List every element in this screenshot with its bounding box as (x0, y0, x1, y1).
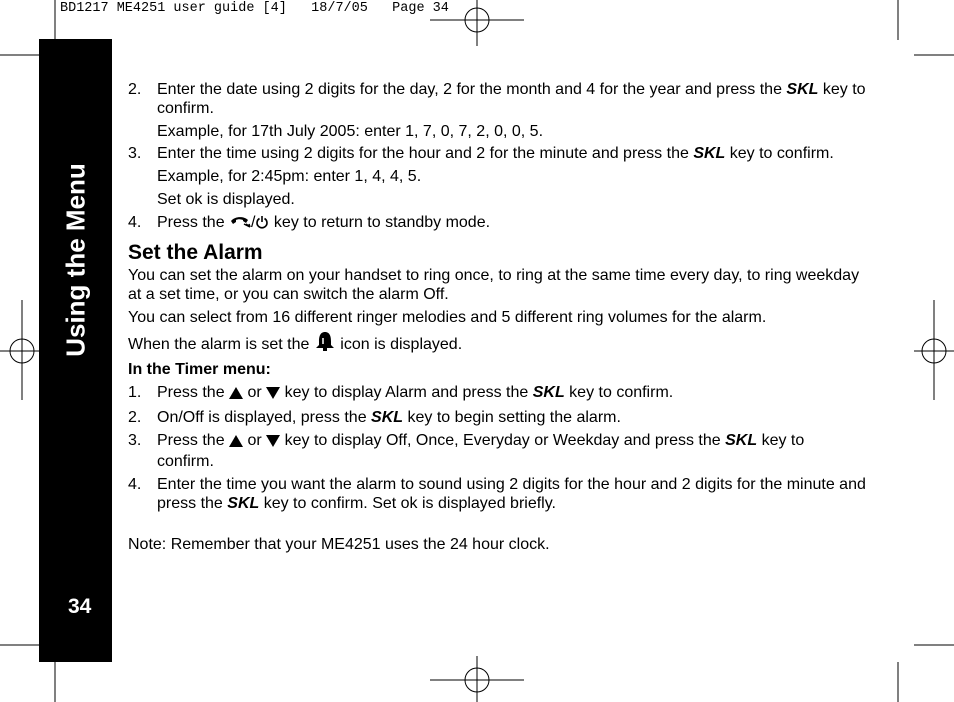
clock-note: Note: Remember that your ME4251 uses the 24 hour clock. (128, 536, 550, 553)
up-arrow-icon (229, 385, 243, 404)
section-heading: Set the Alarm (128, 241, 263, 264)
timer-menu-subheading: In the Timer menu: (128, 361, 271, 378)
set-ok-text: Set ok is displayed. (157, 191, 295, 208)
alarm-step-1: 1. Press the or key to display Alarm and press the SKL key to confirm. (128, 383, 868, 404)
alarm-intro-2: You can select from 16 different ringer melodies and 5 different ring volumes for the alarm. (128, 309, 767, 326)
bell-icon (314, 330, 336, 357)
step-4: 4. Press the / key to return to standby mode. (128, 213, 868, 234)
down-arrow-icon (266, 385, 280, 404)
alarm-intro-1: You can set the alarm on your handset to ring once, to ring at the same time every day, to ring weekday at a set time, or you can switch the alarm Off. (128, 267, 860, 303)
alarm-step-2: 2. On/Off is displayed, press the SKL key to begin setting the alarm. (128, 409, 621, 426)
step-3: 3. Enter the time using 2 digits for the hour and 2 for the minute and press the SKL key to confirm. (128, 145, 834, 162)
example-time: Example, for 2:45pm: enter 1, 4, 4, 5. (157, 168, 422, 185)
alarm-step-3: 3. Press the or key to display Off, Once, Everyday or Weekday and press the SKL key to confirm. (128, 432, 805, 470)
power-icon (255, 215, 269, 234)
print-header: BD1217 ME4251 user guide [4] 18/7/05 Page 34 (60, 1, 449, 16)
sidebar-title: Using the Menu (60, 163, 91, 357)
page-content (128, 80, 868, 554)
example-date: Example, for 17th July 2005: enter 1, 7, 0, 7, 2, 0, 0, 5. (157, 123, 544, 140)
alarm-step-4: 4. Enter the time you want the alarm to sound using 2 digits for the hour and 2 digits for the minute and press the SKL key to confirm. Set ok is displayed briefly. (128, 476, 866, 512)
down-arrow-icon (266, 433, 280, 452)
up-arrow-icon (229, 433, 243, 452)
step-2: 2. Enter the date using 2 digits for the day, 2 for the month and 4 for the year and press the SKL key to confirm. (128, 81, 866, 117)
end-call-icon (229, 215, 251, 234)
page-number: 34 (68, 595, 92, 618)
alarm-intro-3: When the alarm is set the icon is displayed. (128, 330, 868, 357)
